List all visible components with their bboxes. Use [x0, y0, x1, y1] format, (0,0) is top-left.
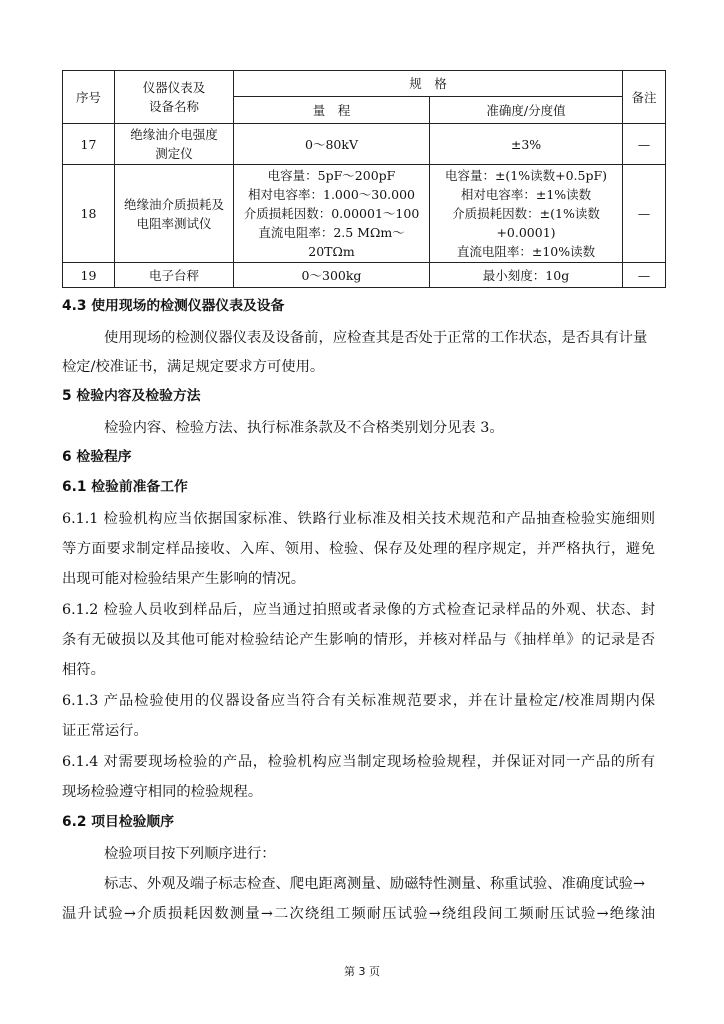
paragraph-line: 条有无破损以及其他可能对检验结论产生影响的情形，并核对样品与《抽样单》的记录是否	[62, 632, 655, 648]
paragraph-line: 检定/校准证书，满足规定要求方可使用。	[62, 359, 325, 375]
row-remark: —	[623, 165, 666, 263]
paragraph-line: 检验内容、检验方法、执行标准条款及不合格类别划分见表 3。	[104, 420, 504, 436]
row-instrument-name: 电子台秤	[115, 263, 234, 288]
row-seq: 19	[63, 263, 115, 288]
row-remark: —	[623, 124, 666, 165]
table-row	[63, 124, 666, 165]
table-row	[63, 263, 666, 288]
header-remark: 备注	[623, 71, 666, 124]
section-heading-6: 6 检验程序	[62, 449, 132, 465]
paragraph-line: 检验项目按下列顺序进行：	[104, 846, 276, 862]
paragraph-line: 6.1.2 检验人员收到样品后，应当通过拍照或者录像的方式检查记录样品的外观、状态、封	[62, 602, 655, 618]
header-instrument-name: 仪器仪表及 设备名称	[115, 71, 234, 124]
header-seq: 序号	[63, 71, 115, 124]
paragraph-line: 现场检验遵守相同的检验规程。	[62, 784, 263, 800]
row-instrument-name: 绝缘油介电强度 测定仪	[115, 124, 234, 165]
row-range: 电容量：5pF～200pF 相对电容率：1.000～30.000 介质损耗因数：0.00001～100 直流电阻率：2.5 MΩm～ 20TΩm	[234, 165, 430, 263]
page-number: 第 3 页	[344, 965, 380, 978]
paragraph-line: 6.1.1 检验机构应当依据国家标准、铁路行业标准及相关技术规范和产品抽查检验实施细则	[62, 511, 655, 527]
table-header-row	[63, 71, 666, 97]
table-row	[63, 165, 666, 263]
section-heading-4-3: 4.3 使用现场的检测仪器仪表及设备	[62, 298, 285, 314]
paragraph-line: 使用现场的检测仪器仪表及设备前，应检查其是否处于正常的工作状态，是否具有计量	[104, 330, 648, 346]
row-seq: 17	[63, 124, 115, 165]
header-accuracy: 准确度/分度值	[430, 97, 623, 124]
row-accuracy: 最小刻度：10g	[430, 263, 623, 288]
row-accuracy: 电容量：±(1%读数+0.5pF) 相对电容率：±1%读数 介质损耗因数：±(1%读数+0.0001) 直流电阻率：±10%读数	[430, 165, 623, 263]
row-range: 0～300kg	[234, 263, 430, 288]
paragraph-line: 6.1.3 产品检验使用的仪器设备应当符合有关标准规范要求，并在计量检定/校准周期内保	[62, 693, 655, 709]
paragraph-line: 温升试验→介质损耗因数测量→二次绕组工频耐压试验→绕组段间工频耐压试验→绝缘油	[62, 906, 655, 922]
row-accuracy: ±3%	[430, 124, 623, 165]
row-seq: 18	[63, 165, 115, 263]
row-range: 0～80kV	[234, 124, 430, 165]
section-heading-6-2: 6.2 项目检验顺序	[62, 814, 175, 830]
paragraph-line: 出现可能对检验结果产生影响的情况。	[62, 571, 306, 587]
section-heading-6-1: 6.1 检验前准备工作	[62, 479, 188, 495]
instrument-spec-table	[62, 70, 666, 288]
paragraph-line: 6.1.4 对需要现场检验的产品，检验机构应当制定现场检验规程，并保证对同一产品的所有	[62, 754, 655, 770]
paragraph-line: 相符。	[62, 662, 105, 678]
row-instrument-name: 绝缘油介质损耗及 电阻率测试仪	[115, 165, 234, 263]
row-remark: —	[623, 263, 666, 288]
paragraph-line: 标志、外观及端子标志检查、爬电距离测量、励磁特性测量、称重试验、准确度试验→	[104, 876, 645, 892]
header-range: 量 程	[234, 97, 430, 124]
header-spec: 规 格	[234, 71, 623, 97]
paragraph-line: 等方面要求制定样品接收、入库、领用、检验、保存及处理的程序规定，并严格执行，避免	[62, 541, 655, 557]
paragraph-line: 证正常运行。	[62, 723, 148, 739]
section-heading-5: 5 检验内容及检验方法	[62, 388, 201, 404]
